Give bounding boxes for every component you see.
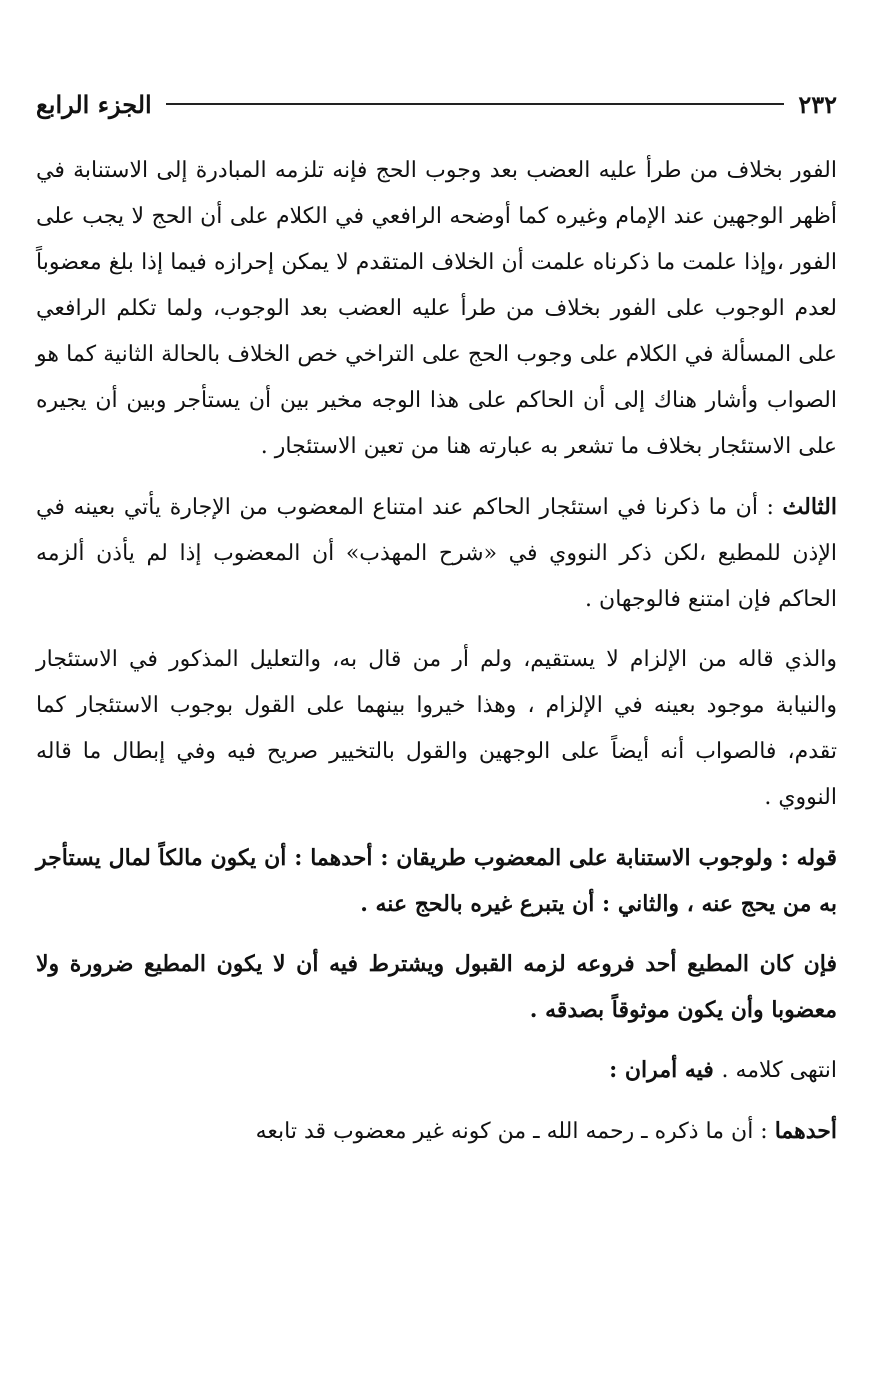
running-title: الجزء الرابع (36, 89, 152, 119)
closing-line-2-lead: أحدهما (774, 1118, 837, 1144)
closing-line-1-plain: انتهى كلامه . (721, 1058, 837, 1083)
closing-line-2 (36, 1108, 837, 1155)
closing-line-1-bold: فيه أمران : (609, 1057, 722, 1083)
page-header (36, 84, 837, 124)
paragraph-2 (36, 484, 837, 623)
closing-line-1 (36, 1047, 837, 1094)
paragraph-2-lead: الثالث (782, 494, 837, 520)
quoted-paragraph-1-text: قوله : ولوجوب الاستنابة على المعضوب طريقان : أحدهما : أن يكون مالكاً لمال يستأجر به من يحج عنه ، والثاني : أن يتبرع غيره بالحج عنه . (36, 845, 837, 917)
paragraph-1-text: الفور بخلاف من طرأ عليه العضب بعد وجوب الحج فإنه تلزمه المبادرة إلى الاستنابة في أظهر الوجهين عند الإمام وغيره كما أوضحه الرافعي في الكلام على أن الحج لا يجب على الفور ،وإذا علمت ما ذكرناه علمت أن الخلاف المتقدم لا يمكن إحرازه فيما إذا بلغ معضوباً لعدم الوجوب على الفور بخلاف من طرأ عليه العضب بعد الوجوب، ولما تكلم الرافعي على المسألة في الكلام على وجوب الحج على التراخي خص الخلاف بالحالة الثانية كما هو الصواب وأشار هناك إلى أن الحاكم على هذا الوجه مخير بين أن يستأجر وبين أن يجيره على الاستئجار بخلاف ما تشعر به عبارته هنا من تعين الاستئجار . (36, 158, 837, 459)
paragraph-1 (36, 148, 837, 470)
quoted-paragraph-2-text: فإن كان المطيع أحد فروعه لزمه القبول ويشترط فيه أن لا يكون المطيع ضرورة ولا معضوبا وأن يكون موثوقاً بصدقه . (36, 951, 837, 1023)
paragraph-2-text: : أن ما ذكرنا في استئجار الحاكم عند امتناع المعضوب من الإجارة يأتي بعينه في الإذن للمطيع ،لكن ذكر النووي في «شرح المهذب» أن المعضوب إذا لم يأذن ألزمه الحاكم فإن امتنع فالوجهان . (36, 495, 838, 612)
closing-line-2-text: : أن ما ذكره ـ رحمه الله ـ من كونه غير معضوب قد تابعه (255, 1119, 775, 1144)
header-rule (166, 103, 785, 105)
quoted-paragraph-2 (36, 941, 837, 1033)
paragraph-3 (36, 637, 837, 821)
book-page (36, 0, 837, 1392)
paragraph-3-text: والذي قاله من الإلزام لا يستقيم، ولم أر من قال به، والتعليل المذكور في الاستئجار والنيابة موجود بعينه في الإلزام ، وهذا خيروا بينهما على القول بوجوب الاستئجار كما تقدم، فالصواب أنه أيضاً على الوجهين والقول بالتخيير صريح فيه وفي إبطال ما قاله النووي . (36, 647, 838, 810)
page-body (36, 148, 837, 1169)
quoted-paragraph-1 (36, 835, 837, 927)
page-number: ٢٣٢ (798, 89, 837, 119)
